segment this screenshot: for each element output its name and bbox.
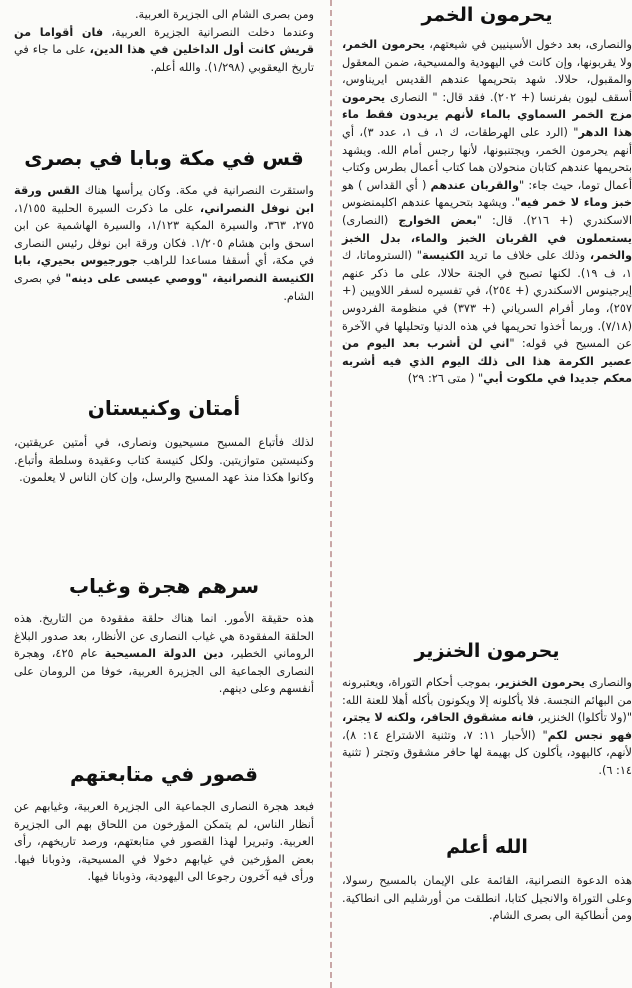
section-wine [342, 4, 632, 388]
para-text: ولا يقربونها، وإن كانت في اليهودية والمسيحية، ضمن المعقول والمقبول، حلالا. شهد بتحريمها عندهم القديس ايريناوس، أسقف ليون بفرنسا (+ ٢٠٢). فقد قال: " النصارى [342, 55, 632, 104]
section-title: يحرمون الخنزير [414, 640, 560, 662]
left-column [14, 0, 314, 988]
column-divider [330, 0, 332, 988]
para-bold: يحرمون الخمر، [342, 38, 425, 51]
section-paragraph [342, 36, 632, 388]
para-text: هذه حقيقة الأمور. انما هناك حلقة مفقودة من التاريخ. هذه الحلقة المفقودة هي غياب النصارى عن الأنظار، بعد صدور البلاغ الروماني الخطير، [14, 612, 314, 661]
para-text: ". ويشهد بتحريمها عندهم اكليمنضوس الاسكندري (+ ٢١٦). قال: " [342, 196, 632, 227]
section-paragraph: فبعد هجرة النصارى الجماعية الى الجزيرة العربية، وغيابهم عن أنظار الناس، لم يتمكن المؤرخون من اللحاق بهم الى الجزيرة العربية. وتبريرا لهذا القصور في متابعتهم، ورصد تاريخهم، رأى بعض المؤرخين في غيابهم دخولا في المسيحية، وذوبانا فيها. ورأى فيه آخرون رجوعا الى اليهودية، وذوبانا فيها. [14, 800, 314, 884]
intro-paragraph-1 [14, 6, 314, 24]
section-title: سرهم هجرة وغياب [69, 574, 259, 598]
para-bold: جورجيوس بحيري، بابا الكنيسة النصرانية، "ووصي عيسى على دينه" [14, 254, 315, 285]
section-mecca-basra [14, 146, 314, 305]
section-paragraph: هذه الدعوة النصرانية، القائمة على الإيمان بالمسيح رسولا، وعلى التوراة والانجيل كتابا، انطلقت من أورشليم الى انطاكية. ومن أنطاكية الى بصرى الشام. [342, 874, 632, 923]
para-bold: القس ورقة ابن نوفل النصراني، [14, 184, 315, 215]
section-two-nations [14, 396, 314, 487]
para-text: وذلك على خلاف ما تريد [469, 249, 586, 263]
intro-text [14, 6, 314, 76]
para-bold: والقربان عندهم [430, 178, 519, 192]
para-bold: يحرمون الخنزير [498, 676, 585, 689]
para-text: عام ٤٢٥، وهجرة النصارى الجماعية الى الجزيرة العربية، خوفا من الرومان على أنفسهم وعلى دينهم. [14, 647, 314, 696]
para-text: على ما ذكرت السيرة الحلبية ١/١٥٥، ٢٧٥، ٣٦٣، والسيرة المكية ١/١٢٣، والسيرة الهاشمية عن ابن اسحق وابن هشام ١/٢٠٥. فكان ورقة ابن نوفل رئيس النصارى في مكة، أي أسقفا مساعدا للراهب [14, 201, 315, 268]
para-bold: اني لن أشرب بعد اليوم من عصير الكرمة هذا الى ذلك اليوم الذي فيه أشربه معكم جديدا في ملكوت أبي [342, 337, 632, 386]
section-title: قصور في متابعتهم [69, 762, 259, 786]
para-text: واستقرت النصرانية في مكة. وكان يرأسها هناك [84, 184, 315, 197]
para-text: " ( متى ٢٦: ٢٩) [407, 372, 484, 386]
intro-bold: فان أقواما من قريش كانت أول الداخلين في هذا الدين، [14, 25, 314, 57]
section-god-knows [342, 836, 632, 925]
para-text: (النصارى) [342, 213, 389, 227]
section-migration [14, 574, 314, 698]
para-text: والنصارى [589, 676, 632, 689]
section-pork [342, 640, 632, 780]
para-bold: يستعملون في القربان الخبز والماء، بدل الخبز والخمر، [342, 231, 632, 263]
intro-end: على ما جاء في تاريخ اليعقوبي (١/٢٩٨). والله أعلم. [14, 43, 314, 74]
section-title: الله أعلم [446, 836, 528, 858]
para-text: " (الستروماتا، ك ١، ف ١٩). لكنها تصبح في الجنة حلالا، على ما ذكر عنهم إيرجينوس الاسكندري (+ ٢٥٤)، في تفسيره لسفر اللاويين (+ ٢٥٧)، ومار أفرام السرياني (+ ٣٧٣) في منظومة الفردوس (٧/١٨). وربما أخذوا تحريمها في هذه الدنيا وتحليلها في الآخرة عن المسيح في قوله: " [342, 249, 632, 351]
section-shortcoming [14, 762, 314, 886]
section-paragraph [342, 674, 632, 780]
para-bold: الكنيسة [422, 249, 465, 263]
section-paragraph [14, 610, 314, 698]
section-title: قس في مكة وبابا في بصرى [24, 146, 304, 170]
intro-paragraph-2 [14, 24, 314, 77]
para-bold: دين الدولة المسيحية [104, 647, 224, 661]
para-text: ( أي القداس ) هو [342, 178, 427, 192]
intro-plain: وعندما دخلت النصرانية الجزيرة العربية، [111, 25, 314, 39]
intro-line: ومن بصرى الشام الى الجزيرة العربية. [134, 8, 314, 21]
para-text: " (الأحبار ١١: ٧، وتثنية الاشتراع ١٤: ٨)، لأنهم، كاليهود، يأكلون كل بهيمة لها حافر مشقوق وتجتر ( تثنية ١٤: ٦). [342, 728, 632, 777]
right-column [342, 0, 632, 988]
section-title: يحرمون الخمر [421, 4, 553, 26]
para-bold: بعض الخوارج [398, 213, 477, 227]
para-text: " (الرد على الهرطقات، ك ١، ف ١، عدد ٣)، أي أنهم يحرمون الخمر، ويجتنبونها، لأنها رجس أمام الله. ويشهد بتحريمها عندهم كتابان منحولان هما كتاب أعمال بطرس وكتاب أعمال توما، حيث جاء: " [342, 125, 632, 192]
para-bold: خبز وماء لا خمر فيه [520, 196, 632, 210]
para-bold: فانه مشقوق الحافر، ولكنه لا يجتر، فهو نجس لكم [342, 711, 632, 742]
section-paragraph: لذلك فأتباع المسيح مسيحيون ونصارى، في أمتين عريقتين، وكنيستين متوازيتين. ولكل كنيسة كتاب وعقيدة وسلطة وأتباع. وكانوا هكذا منذ عهد المسيح والرسل، وإن كان الناس لا يعلمون. [14, 436, 314, 485]
para-text: ، بموجب أحكام التوراة، ويعتبرونه من البهائم النجسة. فلا يأكلونه إلا ويكونون بأكله أهلا للعنة الله: "(ولا تأكلوا) الخنزير، [342, 676, 632, 725]
para-bold: يحرمون مزج الخمر السماوي بالماء لأنهم يريدون فقط ماء هذا الدهر [342, 90, 632, 139]
section-paragraph [14, 182, 314, 305]
section-title: أمتان وكنيستان [87, 396, 241, 420]
para-text: في بصرى الشام. [14, 271, 314, 303]
para-text: والنصارى، بعد دخول الأسينيين في شيعتهم، [429, 38, 632, 51]
